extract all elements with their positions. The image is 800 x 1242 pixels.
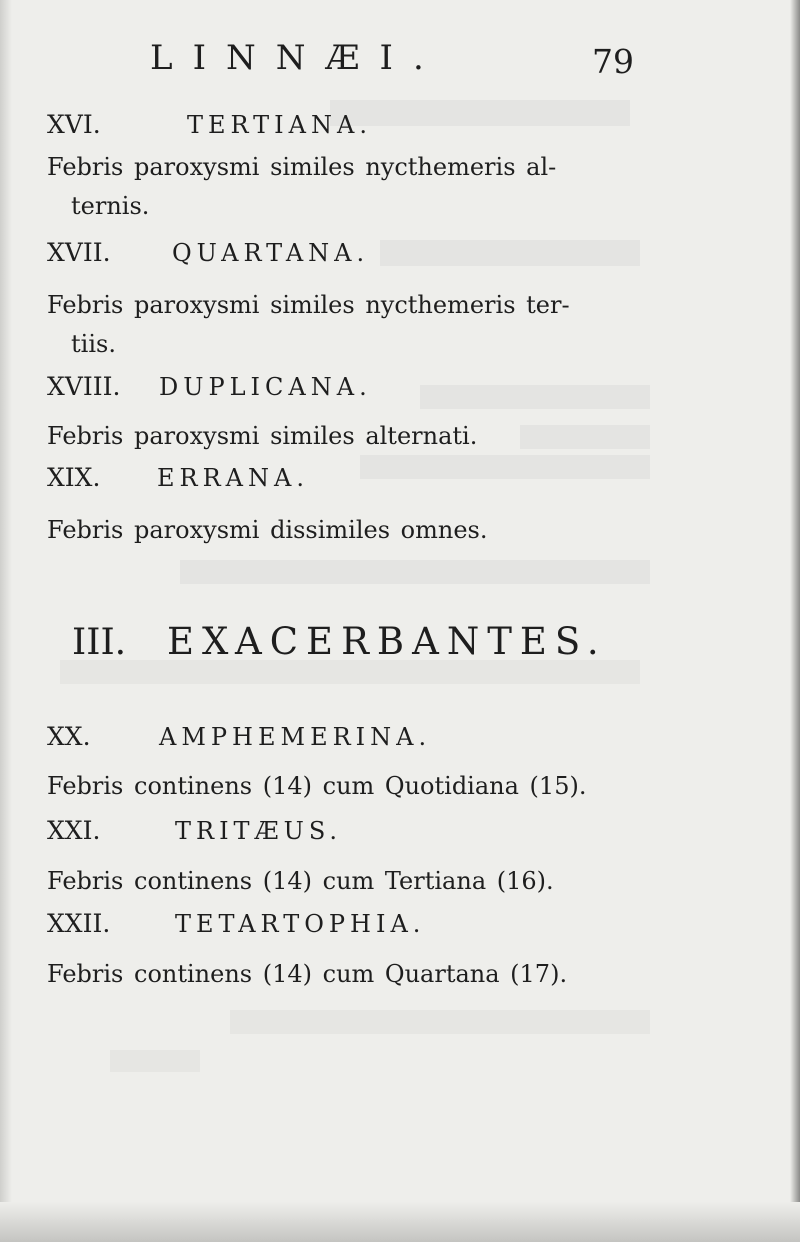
entry-name: TERTIANA. (187, 111, 372, 139)
show-through-mark (360, 455, 650, 479)
entry-numeral: XXII. (47, 909, 111, 938)
entry-numeral: XXI. (47, 816, 101, 845)
entry-heading (47, 816, 342, 845)
entry-definition-line: Febris continens (14) cum Quotidiana (15). (47, 772, 587, 800)
entry-name: TRITÆUS. (175, 817, 343, 845)
entry-heading (47, 909, 425, 938)
page-number: 79 (592, 42, 634, 81)
entry-name: ERRANA. (157, 464, 309, 492)
entry-name: QUARTANA. (172, 239, 370, 267)
page-left-edge-shadow (0, 0, 12, 1242)
show-through-mark (330, 100, 630, 126)
entry-name: DUPLICANA. (159, 373, 372, 401)
entry-heading (47, 463, 309, 492)
entry-heading (47, 372, 372, 401)
entry-definition-line: Febris paroxysmi dissimiles omnes. (47, 516, 488, 544)
entry-name: AMPHEMERINA. (159, 723, 432, 751)
show-through-mark (110, 1050, 200, 1072)
section-title: EXACERBANTES. (167, 620, 607, 663)
entry-definition-line: Febris continens (14) cum Quartana (17). (47, 960, 568, 988)
entry-heading (47, 722, 431, 751)
entry-numeral: XVIII. (47, 372, 121, 401)
section-heading (72, 620, 607, 663)
show-through-mark (180, 560, 650, 584)
entry-numeral: XIX. (47, 463, 101, 492)
entry-definition-line: Febris paroxysmi similes nycthemeris al- (47, 153, 557, 181)
entry-definition-line: ternis. (71, 192, 150, 220)
page-right-edge-shadow (790, 0, 800, 1242)
entry-definition-line: Febris paroxysmi similes nycthemeris ter- (47, 291, 570, 319)
entry-numeral: XX. (47, 722, 91, 751)
show-through-mark (60, 660, 640, 684)
entry-numeral: XVII. (47, 238, 111, 267)
running-title: LINNÆI. (150, 38, 444, 78)
entry-heading (47, 110, 372, 139)
entry-definition-line: Febris continens (14) cum Tertiana (16). (47, 867, 554, 895)
section-numeral: III. (72, 622, 127, 663)
entry-definition-line: tiis. (71, 330, 116, 358)
entry-name: TETARTOPHIA. (175, 910, 426, 938)
entry-definition-line: Febris paroxysmi similes alternati. (47, 422, 478, 450)
show-through-mark (380, 240, 640, 266)
show-through-mark (230, 1010, 650, 1034)
page-bottom-edge-shadow (0, 1202, 800, 1242)
show-through-mark (420, 385, 650, 409)
entry-heading (47, 238, 369, 267)
entry-numeral: XVI. (47, 110, 101, 139)
